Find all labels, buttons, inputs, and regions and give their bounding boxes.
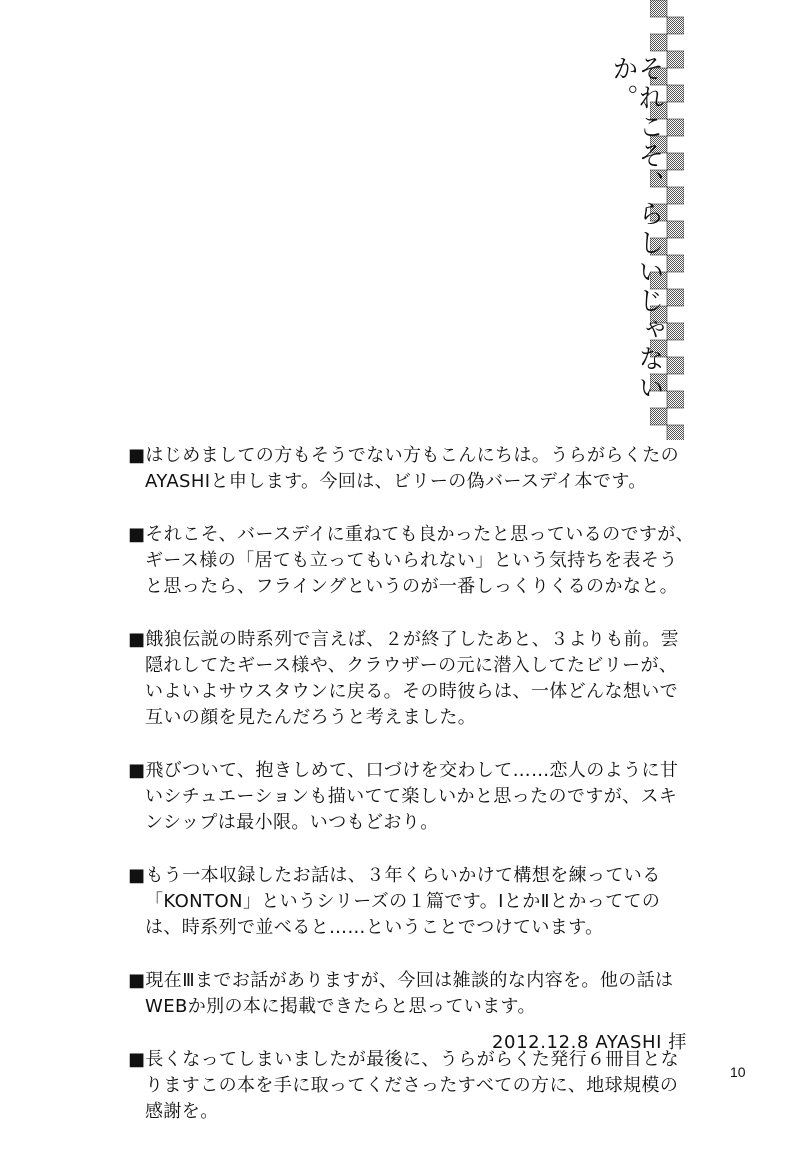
text-line: は、時系列で並べると……ということでつけています。 xyxy=(145,917,604,938)
text-line: AYASHIと申します。今回は、ビリーの偽バースデイ本です。 xyxy=(145,471,647,492)
checker-cell xyxy=(667,51,684,68)
text-line: りますこの本を手に取ってくださったすべての方に、地球規模の xyxy=(145,1075,679,1096)
text-line: 感謝を。 xyxy=(145,1101,219,1122)
text-line: ■もう一本収録したお話は、３年くらいかけて構想を練っている xyxy=(128,865,661,886)
signature-date: 2012.12.8 AYASHI 拝 xyxy=(492,1032,687,1053)
checker-cell xyxy=(667,17,684,34)
paragraph-birthday xyxy=(128,522,708,600)
checker-cell xyxy=(667,289,684,306)
text-line: ■はじめましての方もそうでない方もこんにちは。うらがらくたの xyxy=(128,445,680,466)
paragraph-konton xyxy=(128,863,708,941)
text-line: ■餓狼伝説の時系列で言えば、２が終了したあと、３よりも前。雲 xyxy=(128,629,680,650)
paragraph-situation xyxy=(128,758,708,836)
paragraph-timeline xyxy=(128,627,708,731)
checker-cell xyxy=(667,425,684,440)
text-line: いシチュエーションも描いてて楽しいかと思ったのですが、スキ xyxy=(145,786,678,807)
text-line: 隠れしてたギース様や、クラウザーの元に潜入してたビリーが、 xyxy=(145,655,678,676)
paragraph-current xyxy=(128,968,708,1020)
checker-cell xyxy=(667,153,684,170)
text-line: WEBか別の本に掲載できたらと思っています。 xyxy=(145,996,536,1017)
text-line: 互いの顔を見たんだろうと考えました。 xyxy=(145,707,477,728)
text-line: いよいよサウスタウンに戻る。その時彼らは、一体どんな想いで xyxy=(145,681,679,702)
text-line: 「KONTON」というシリーズの１篇です。ⅠとかⅡとかってての xyxy=(145,891,661,912)
checker-cell xyxy=(667,221,684,238)
text-line: ■長くなってしまいましたが最後に、うらがらくた発行６冊目とな xyxy=(128,1049,680,1070)
checker-cell xyxy=(667,323,684,340)
checker-cell xyxy=(667,391,684,408)
paragraph-thanks xyxy=(128,1047,708,1125)
checker-cell xyxy=(667,255,684,272)
checker-cell xyxy=(667,85,684,102)
checker-cell xyxy=(667,187,684,204)
page-number: 10 xyxy=(730,1064,746,1080)
vertical-title: それこそ、らしいじゃないか。 xyxy=(608,55,664,403)
text-line: ギース様の「居ても立ってもいられない」という気持ちを表そう xyxy=(145,550,678,571)
paragraph-greeting xyxy=(128,443,708,495)
text-line: と思ったら、フライングというのが一番しっくりくるのかなと。 xyxy=(145,576,679,597)
checker-cell xyxy=(650,34,667,51)
text-line: ンシップは最小限。いつもどおり。 xyxy=(145,812,439,833)
text-line: ■それこそ、バースデイに重ねても良かったと思っているのですが、 xyxy=(128,524,695,545)
text-line: ■現在Ⅲまでお話がありますが、今回は雑談的な内容を。他の話は xyxy=(128,970,674,991)
checker-cell xyxy=(667,119,684,136)
checker-cell xyxy=(650,0,667,17)
text-line: ■飛びついて、抱きしめて、口づけを交わして……恋人のように甘 xyxy=(128,760,679,781)
checker-cell xyxy=(667,357,684,374)
